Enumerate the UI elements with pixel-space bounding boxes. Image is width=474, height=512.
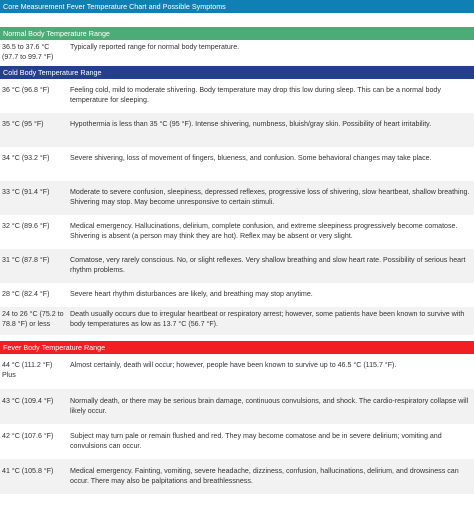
description-cell: Severe shivering, loss of movement of fingers, blueness, and confusion. Some behavioral changes may take place.	[70, 154, 432, 162]
temperature-cell: 36 °C (96.8 °F)	[2, 86, 50, 94]
description-cell: Medical emergency. Hallucinations, delirium, complete confusion, and extreme sleepiness progressively become comatose. Shivering is absent (a person may think they are hot). Reflex may be absent or very slight.	[70, 222, 458, 240]
description-cell: Moderate to severe confusion, sleepiness, depressed reflexes, progressive loss of shivering, slow heartbeat, shallow breathing. Shivering may stop. May become unresponsive to certain stimuli.	[70, 188, 470, 206]
table-row	[0, 389, 474, 424]
temperature-cell: 32 °C (89.6 °F)	[2, 222, 50, 230]
temperature-cell: 43 °C (109.4 °F)	[2, 397, 54, 405]
description-cell: Almost certainly, death will occur; however, people have been known to survive up to 46.5 °C (115.7 °F).	[70, 361, 397, 369]
table-row	[0, 307, 474, 335]
temperature-cell: 35 °C (95 °F)	[2, 120, 44, 128]
table-row	[0, 215, 474, 249]
description-cell: Severe heart rhythm disturbances are likely, and breathing may stop anytime.	[70, 290, 313, 298]
temperature-cell: 24 to 26 °C (75.2 to 78.8 °F) or less	[2, 310, 64, 328]
temperature-cell: 36.5 to 37.6 °C (97.7 to 99.7 °F)	[2, 43, 54, 61]
description-cell: Medical emergency. Fainting, vomiting, severe headache, dizziness, confusion, hallucinations, delirium, and drowsiness can occur. There may also be palpitations and breathlessness.	[70, 467, 459, 485]
temperature-cell: 34 °C (93.2 °F)	[2, 154, 50, 162]
table-row	[0, 181, 474, 215]
temperature-cell: 42 °C (107.6 °F)	[2, 432, 54, 440]
table-row	[0, 424, 474, 459]
description-cell: Death usually occurs due to irregular heartbeat or respiratory arrest; however, some patients have been known to survive with body temperatures as low as 13.7 °C (56.7 °F).	[70, 310, 465, 328]
section-header-fever: Fever Body Temperature Range	[0, 341, 474, 354]
table-row	[0, 147, 474, 181]
title-spacer	[0, 13, 474, 27]
table-row	[0, 459, 474, 494]
description-cell: Subject may turn pale or remain flushed and red. They may become comatose and be in severe delirium; vomiting and convulsions can occur.	[70, 432, 442, 450]
description-cell: Feeling cold, mild to moderate shivering. Body temperature may drop this low during sleep. This can be a normal body temperature for sleeping.	[70, 86, 441, 104]
section-header-normal: Normal Body Temperature Range	[0, 27, 474, 40]
table-row	[0, 79, 474, 113]
description-cell: Typically reported range for normal body temperature.	[70, 43, 240, 51]
table-row	[0, 113, 474, 147]
table-row	[0, 354, 474, 389]
temperature-cell: 28 °C (82.4 °F)	[2, 290, 50, 298]
table-row	[0, 283, 474, 307]
table-row	[0, 249, 474, 283]
temperature-cell: 31 °C (87.8 °F)	[2, 256, 50, 264]
section-header-cold: Cold Body Temperature Range	[0, 66, 474, 79]
description-cell: Comatose, very rarely conscious. No, or slight reflexes. Very shallow breathing and slow heart rate. Possibility of serious heart rhythm problems.	[70, 256, 466, 274]
temperature-cell: 44 °C (111.2 °F) Plus	[2, 361, 53, 379]
table-row	[0, 40, 474, 66]
temperature-cell: 33 °C (91.4 °F)	[2, 188, 50, 196]
page-title: Core Measurement Fever Temperature Chart and Possible Symptoms	[0, 0, 474, 13]
description-cell: Hypothermia is less than 35 °C (95 °F). Intense shivering, numbness, bluish/gray skin. Possibility of heart irritability.	[70, 120, 432, 128]
temperature-cell: 41 °C (105.8 °F)	[2, 467, 54, 475]
description-cell: Normally death, or there may be serious brain damage, continuous convulsions, and shock. The cardio-respiratory collapse will likely occur.	[70, 397, 469, 415]
